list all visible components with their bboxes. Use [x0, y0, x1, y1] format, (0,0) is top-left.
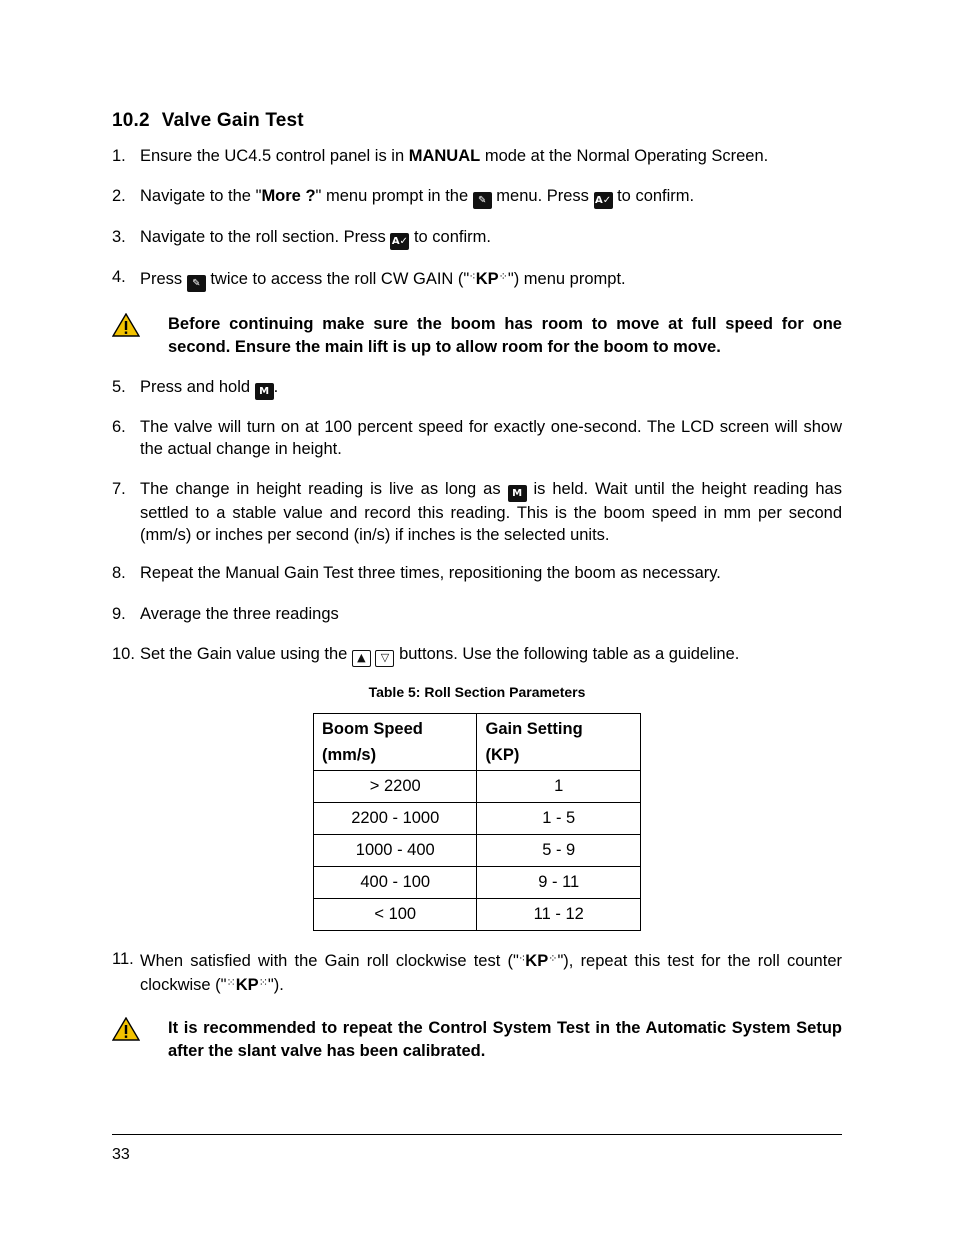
step-text	[140, 376, 842, 400]
text: buttons. Use the following table as a guideline.	[394, 645, 740, 663]
page-number: 33	[112, 1146, 130, 1163]
step-text	[140, 185, 842, 209]
roll-parameters-table	[313, 713, 641, 931]
step-9	[112, 603, 842, 625]
text: Navigate to the "	[140, 187, 262, 205]
step-number: 2.	[112, 187, 126, 205]
step-4	[112, 266, 842, 292]
section-heading	[112, 110, 304, 132]
warning-triangle-icon	[112, 1017, 140, 1041]
step-number: 3.	[112, 228, 126, 246]
table-row	[314, 771, 641, 803]
table-row	[314, 835, 641, 867]
manual-keyword: MANUAL	[408, 147, 481, 165]
step-text	[140, 145, 842, 167]
text: to confirm.	[612, 187, 695, 205]
text: to confirm.	[409, 228, 491, 246]
rotation-cw-icon: ⁖	[469, 270, 476, 283]
av-confirm-key-icon: A✓	[594, 192, 613, 209]
text: Press and hold	[140, 378, 255, 396]
cell-gain: 11 - 12	[477, 899, 641, 931]
text: is held. Wait until the height reading has settled to a stable value and record this reading. This is the boom speed in mm per second (mm/s) or inches per second (in/s) if inches is the selected units.	[140, 480, 842, 544]
step-number: 6.	[112, 418, 126, 436]
cell-gain: 5 - 9	[477, 835, 641, 867]
text: ") menu prompt.	[507, 270, 626, 288]
step-10	[112, 643, 842, 667]
table-header-row	[314, 714, 641, 771]
cell-boom-speed: 2200 - 1000	[314, 803, 477, 835]
kp-label: KP	[235, 976, 259, 994]
rotation-cw-icon: ⁘	[548, 952, 558, 965]
step-number: 8.	[112, 564, 126, 582]
header-line: Gain Setting	[485, 720, 583, 738]
text: twice to access the roll CW GAIN ("	[205, 270, 470, 288]
warning-triangle-icon	[112, 313, 140, 337]
table-row	[314, 803, 641, 835]
section-number: 10.2	[112, 110, 150, 131]
cell-boom-speed: > 2200	[314, 771, 477, 803]
header-line: (mm/s)	[322, 746, 377, 764]
step-number: 7.	[112, 480, 126, 498]
kp-cw-symbol	[469, 270, 508, 288]
step-7	[112, 478, 842, 546]
down-arrow-key-icon: ▽	[375, 650, 394, 667]
header-line: (KP)	[485, 746, 520, 764]
m-key-icon: M	[255, 383, 274, 400]
header-boom-speed	[314, 714, 477, 771]
up-arrow-key-icon: ▲	[352, 650, 371, 667]
warning-1	[112, 313, 842, 358]
text: ").	[267, 976, 284, 994]
text: .	[273, 378, 279, 396]
step-2	[112, 185, 842, 209]
rotation-ccw-icon: ⁙	[258, 976, 268, 989]
more-keyword: More ?	[261, 187, 316, 205]
text: menu. Press	[491, 187, 594, 205]
warning-text: It is recommended to repeat the Control System Test in the Automatic System Setup after the slant valve has been calibrated.	[168, 1019, 842, 1060]
header-gain-setting	[477, 714, 641, 771]
step-text	[140, 266, 842, 292]
table-row	[314, 899, 641, 931]
warning-2	[112, 1017, 842, 1062]
step-text	[140, 226, 842, 250]
step-text: The valve will turn on at 100 percent speed for exactly one-second. The LCD screen will show the actual change in height.	[140, 418, 842, 458]
m-key-icon: M	[508, 485, 527, 502]
step-number: 4.	[112, 268, 126, 286]
cell-boom-speed: 400 - 100	[314, 867, 477, 899]
cell-gain: 9 - 11	[477, 867, 641, 899]
step-text	[140, 948, 842, 996]
step-5	[112, 376, 842, 400]
step-8	[112, 562, 842, 584]
kp-cw-symbol	[519, 952, 558, 970]
step-11	[112, 948, 842, 996]
step-6	[112, 416, 842, 460]
step-number: 11.	[112, 950, 134, 968]
step-text: Average the three readings	[140, 605, 339, 623]
warning-text: Before continuing make sure the boom has room to move at full speed for one second. Ensure the main lift is up to allow room for the boom to move.	[168, 315, 842, 356]
text: The change in height reading is live as long as	[140, 480, 508, 498]
step-text: Repeat the Manual Gain Test three times, repositioning the boom as necessary.	[140, 564, 721, 582]
header-line: Boom Speed	[322, 720, 423, 738]
step-number: 9.	[112, 605, 126, 623]
text: Ensure the UC4.5 control panel is in	[140, 147, 409, 165]
cell-boom-speed: < 100	[314, 899, 477, 931]
rotation-cw-icon: ⁘	[498, 270, 508, 283]
text: Press	[140, 270, 187, 288]
rotation-cw-icon: ⁖	[518, 952, 526, 965]
step-number: 1.	[112, 147, 126, 165]
av-confirm-key-icon: A✓	[390, 233, 409, 250]
text: mode at the Normal Operating Screen.	[480, 147, 769, 165]
step-number: 10.	[112, 645, 135, 663]
section-title: Valve Gain Test	[161, 110, 304, 131]
kp-label: KP	[475, 270, 499, 288]
table-row	[314, 867, 641, 899]
step-text	[140, 478, 842, 546]
rotation-ccw-icon: ⁙	[226, 976, 236, 989]
step-number: 5.	[112, 378, 126, 396]
step-text	[140, 643, 842, 667]
footer-divider	[112, 1134, 842, 1135]
text: " menu prompt in the	[315, 187, 473, 205]
wrench-key-icon: ✎	[187, 275, 206, 292]
cell-gain: 1 - 5	[477, 803, 641, 835]
table-caption: Table 5: Roll Section Parameters	[368, 684, 586, 700]
kp-ccw-symbol	[227, 976, 268, 994]
document-page	[112, 0, 842, 1235]
text: When satisfied with the Gain roll clockwise test ("	[140, 952, 519, 970]
wrench-key-icon: ✎	[473, 192, 492, 209]
cell-gain: 1	[477, 771, 641, 803]
cell-boom-speed: 1000 - 400	[314, 835, 477, 867]
step-1	[112, 145, 842, 167]
text: Navigate to the roll section. Press	[140, 228, 391, 246]
step-3	[112, 226, 842, 250]
text: Set the Gain value using the	[140, 645, 352, 663]
text: "), repeat this test for the roll counter clockwise ("	[140, 952, 842, 994]
kp-label: KP	[525, 952, 549, 970]
